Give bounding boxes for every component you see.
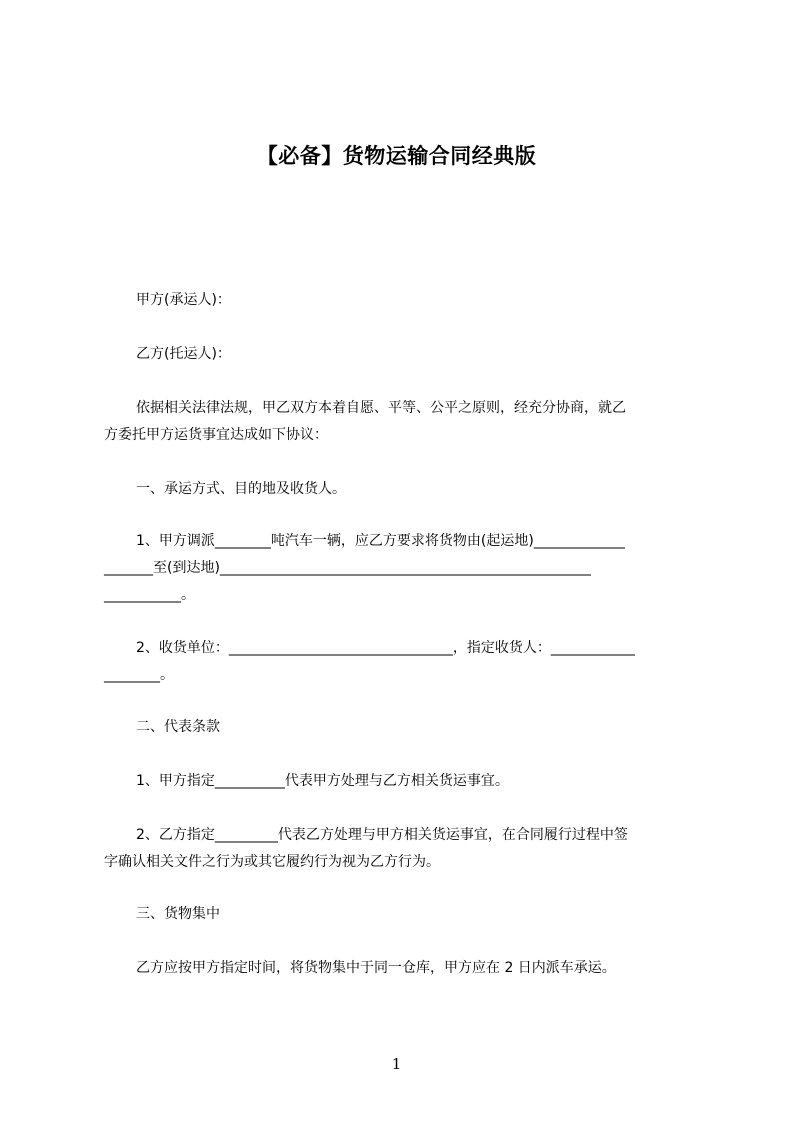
clause-1-2-line-1: 2、收货单位：________________________________，指定收货人：____________ bbox=[136, 640, 635, 656]
clause-1-1-line-3: ___________。 bbox=[104, 587, 195, 603]
section-2-heading: 二、代表条款 bbox=[136, 719, 220, 735]
clause-1-1-line-2: _______至(到达地)_____________________________________________________ bbox=[104, 560, 591, 576]
clause-2-2-line-2: 字确认相关文件之行为或其它履约行为视为乙方行为。 bbox=[104, 854, 440, 870]
section-3-heading: 三、货物集中 bbox=[136, 906, 220, 922]
party-a-line: 甲方(承运人)： bbox=[136, 292, 231, 308]
party-b-line: 乙方(托运人)： bbox=[136, 346, 231, 362]
clause-1-2-line-2: ________。 bbox=[104, 667, 174, 683]
clause-2-2-line-1: 2、乙方指定_________代表乙方处理与甲方相关货运事宜，在合同履行过程中签 bbox=[136, 827, 628, 843]
section-1-heading: 一、承运方式、目的地及收货人。 bbox=[136, 481, 346, 497]
document-title: 【必备】货物运输合同经典版 bbox=[256, 144, 537, 168]
clause-3-text: 乙方应按甲方指定时间，将货物集中于同一仓库，甲方应在 2 日内派车承运。 bbox=[136, 960, 616, 976]
preamble-line-1: 依据相关法律法规，甲乙双方本着自愿、平等、公平之原则，经充分协商，就乙 bbox=[136, 400, 626, 416]
clause-2-1: 1、甲方指定__________代表甲方处理与乙方相关货运事宜。 bbox=[136, 773, 509, 789]
preamble-line-2: 方委托甲方运货事宜达成如下协议： bbox=[104, 427, 328, 443]
page-number: 1 bbox=[391, 1055, 402, 1073]
clause-1-1-line-1: 1、甲方调派________吨汽车一辆，应乙方要求将货物由(起运地)_____________ bbox=[136, 533, 625, 549]
